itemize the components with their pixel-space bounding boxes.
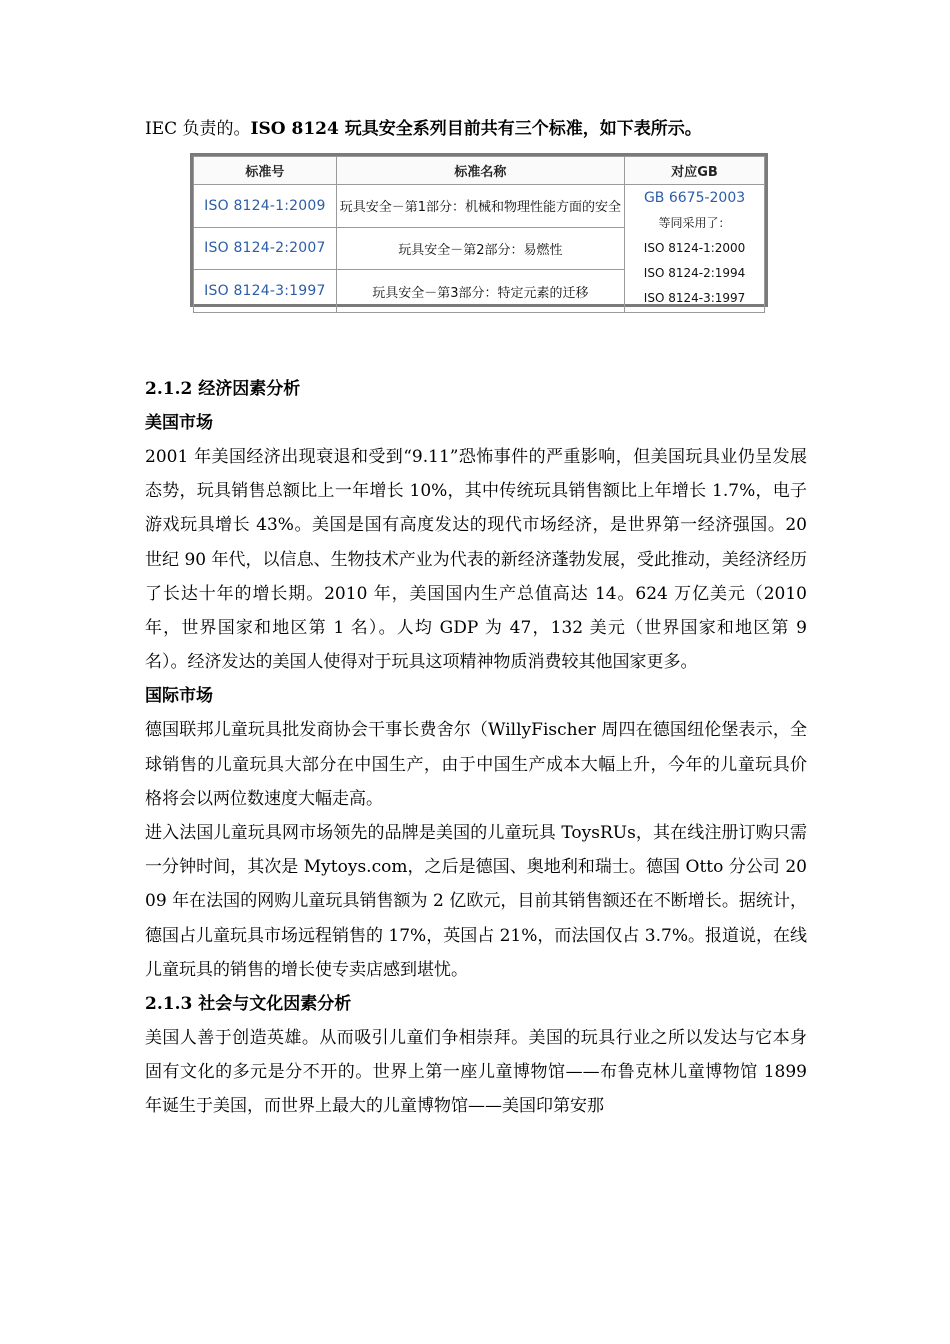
table-row: [194, 185, 765, 228]
main-content: [145, 372, 807, 1124]
paragraph-intl-market-2: 进入法国儿童玩具网市场领先的品牌是美国的儿童玩具 ToysRUs，其在线注册订购只需一分钟时间，其次是 Mytoys.com，之后是德国、奥地利和瑞士。德国 Otto 分公司 2009 年在法国的网购儿童玩具销售额为 2 亿欧元，目前其销售额还在不断增长。据统计，德国占儿童玩具市场远程销售的 17%，英国占 21%，而法国仅占 3.7%。报道说，在线儿童玩具的销售的增长使专卖店感到堪忧。: [145, 823, 807, 980]
standard-code: ISO 8124-3:1997: [194, 270, 337, 313]
header-standard-number: 标准号: [194, 157, 337, 185]
table-header-row: [194, 157, 765, 185]
header-standard-name: 标准名称: [336, 157, 624, 185]
intro-bold-text: ISO 8124 玩具安全系列目前共有三个标准，如下表所示。: [250, 119, 702, 139]
section-heading-economic: 2.1.2 经济因素分析: [145, 379, 301, 399]
standard-name: 玩具安全－第3部分：特定元素的迁移: [336, 270, 624, 313]
subheading-intl-market: 国际市场: [145, 686, 213, 707]
standard-code: ISO 8124-2:2007: [194, 227, 337, 270]
gb-code: GB 6675-2003: [643, 190, 746, 206]
section-heading-social-cultural: 2.1.3 社会与文化因素分析: [145, 994, 352, 1015]
gb-item: ISO 8124-1:2000: [643, 241, 746, 255]
standard-name: 玩具安全－第2部分：易燃性: [336, 227, 624, 270]
standard-code: ISO 8124-1:2009: [194, 185, 337, 228]
intro-line: [145, 116, 702, 142]
standard-name: 玩具安全－第1部分：机械和物理性能方面的安全: [336, 185, 624, 228]
standards-table: [190, 153, 768, 307]
header-corresponding-gb: 对应GB: [625, 157, 765, 185]
gb-note: 等同采用了：: [658, 216, 731, 230]
paragraph-social-cultural: 美国人善于创造英雄。从而吸引儿童们争相崇拜。美国的玩具行业之所以发达与它本身固有文化的多元是分不开的。世界上第一座儿童博物馆——布鲁克林儿童博物馆 1899 年诞生于美国，而世界上最大的儿童博物馆——美国印第安那: [145, 1028, 807, 1117]
gb-item: ISO 8124-3:1997: [643, 291, 746, 305]
paragraph-us-market: 2001 年美国经济出现衰退和受到“9.11”恐怖事件的严重影响，但美国玩具业仍呈发展态势，玩具销售总额比上一年增长 10%，其中传统玩具销售额比上年增长 1.7%，电子游戏玩具增长 43%。美国是国有高度发达的现代市场经济，是世界第一经济强国。20 世纪 90 年代，以信息、生物技术产业为代表的新经济蓬勃发展，受此推动，美经济经历了长达十年的增长期。2010 年，美国国内生产总值高达 14。624 万亿美元（2010 年，世界国家和地区第 1 名）。人均 GDP 为 47，132 美元（世界国家和地区第 9 名）。经济发达的美国人使得对于玩具这项精神物质消费较其他国家更多。: [145, 447, 807, 673]
gb-cell: [625, 185, 765, 313]
paragraph-intl-market-1: 德国联邦儿童玩具批发商协会干事长费舍尔（WillyFischer 周四在德国纽伦堡表示，全球销售的儿童玩具大部分在中国生产，由于中国生产成本大幅上升，今年的儿童玩具价格将会以两位数速度大幅走高。: [145, 720, 807, 809]
gb-item: ISO 8124-2:1994: [643, 266, 746, 280]
subheading-us-market: 美国市场: [145, 413, 213, 433]
intro-prefix: IEC 负责的。: [145, 119, 251, 139]
